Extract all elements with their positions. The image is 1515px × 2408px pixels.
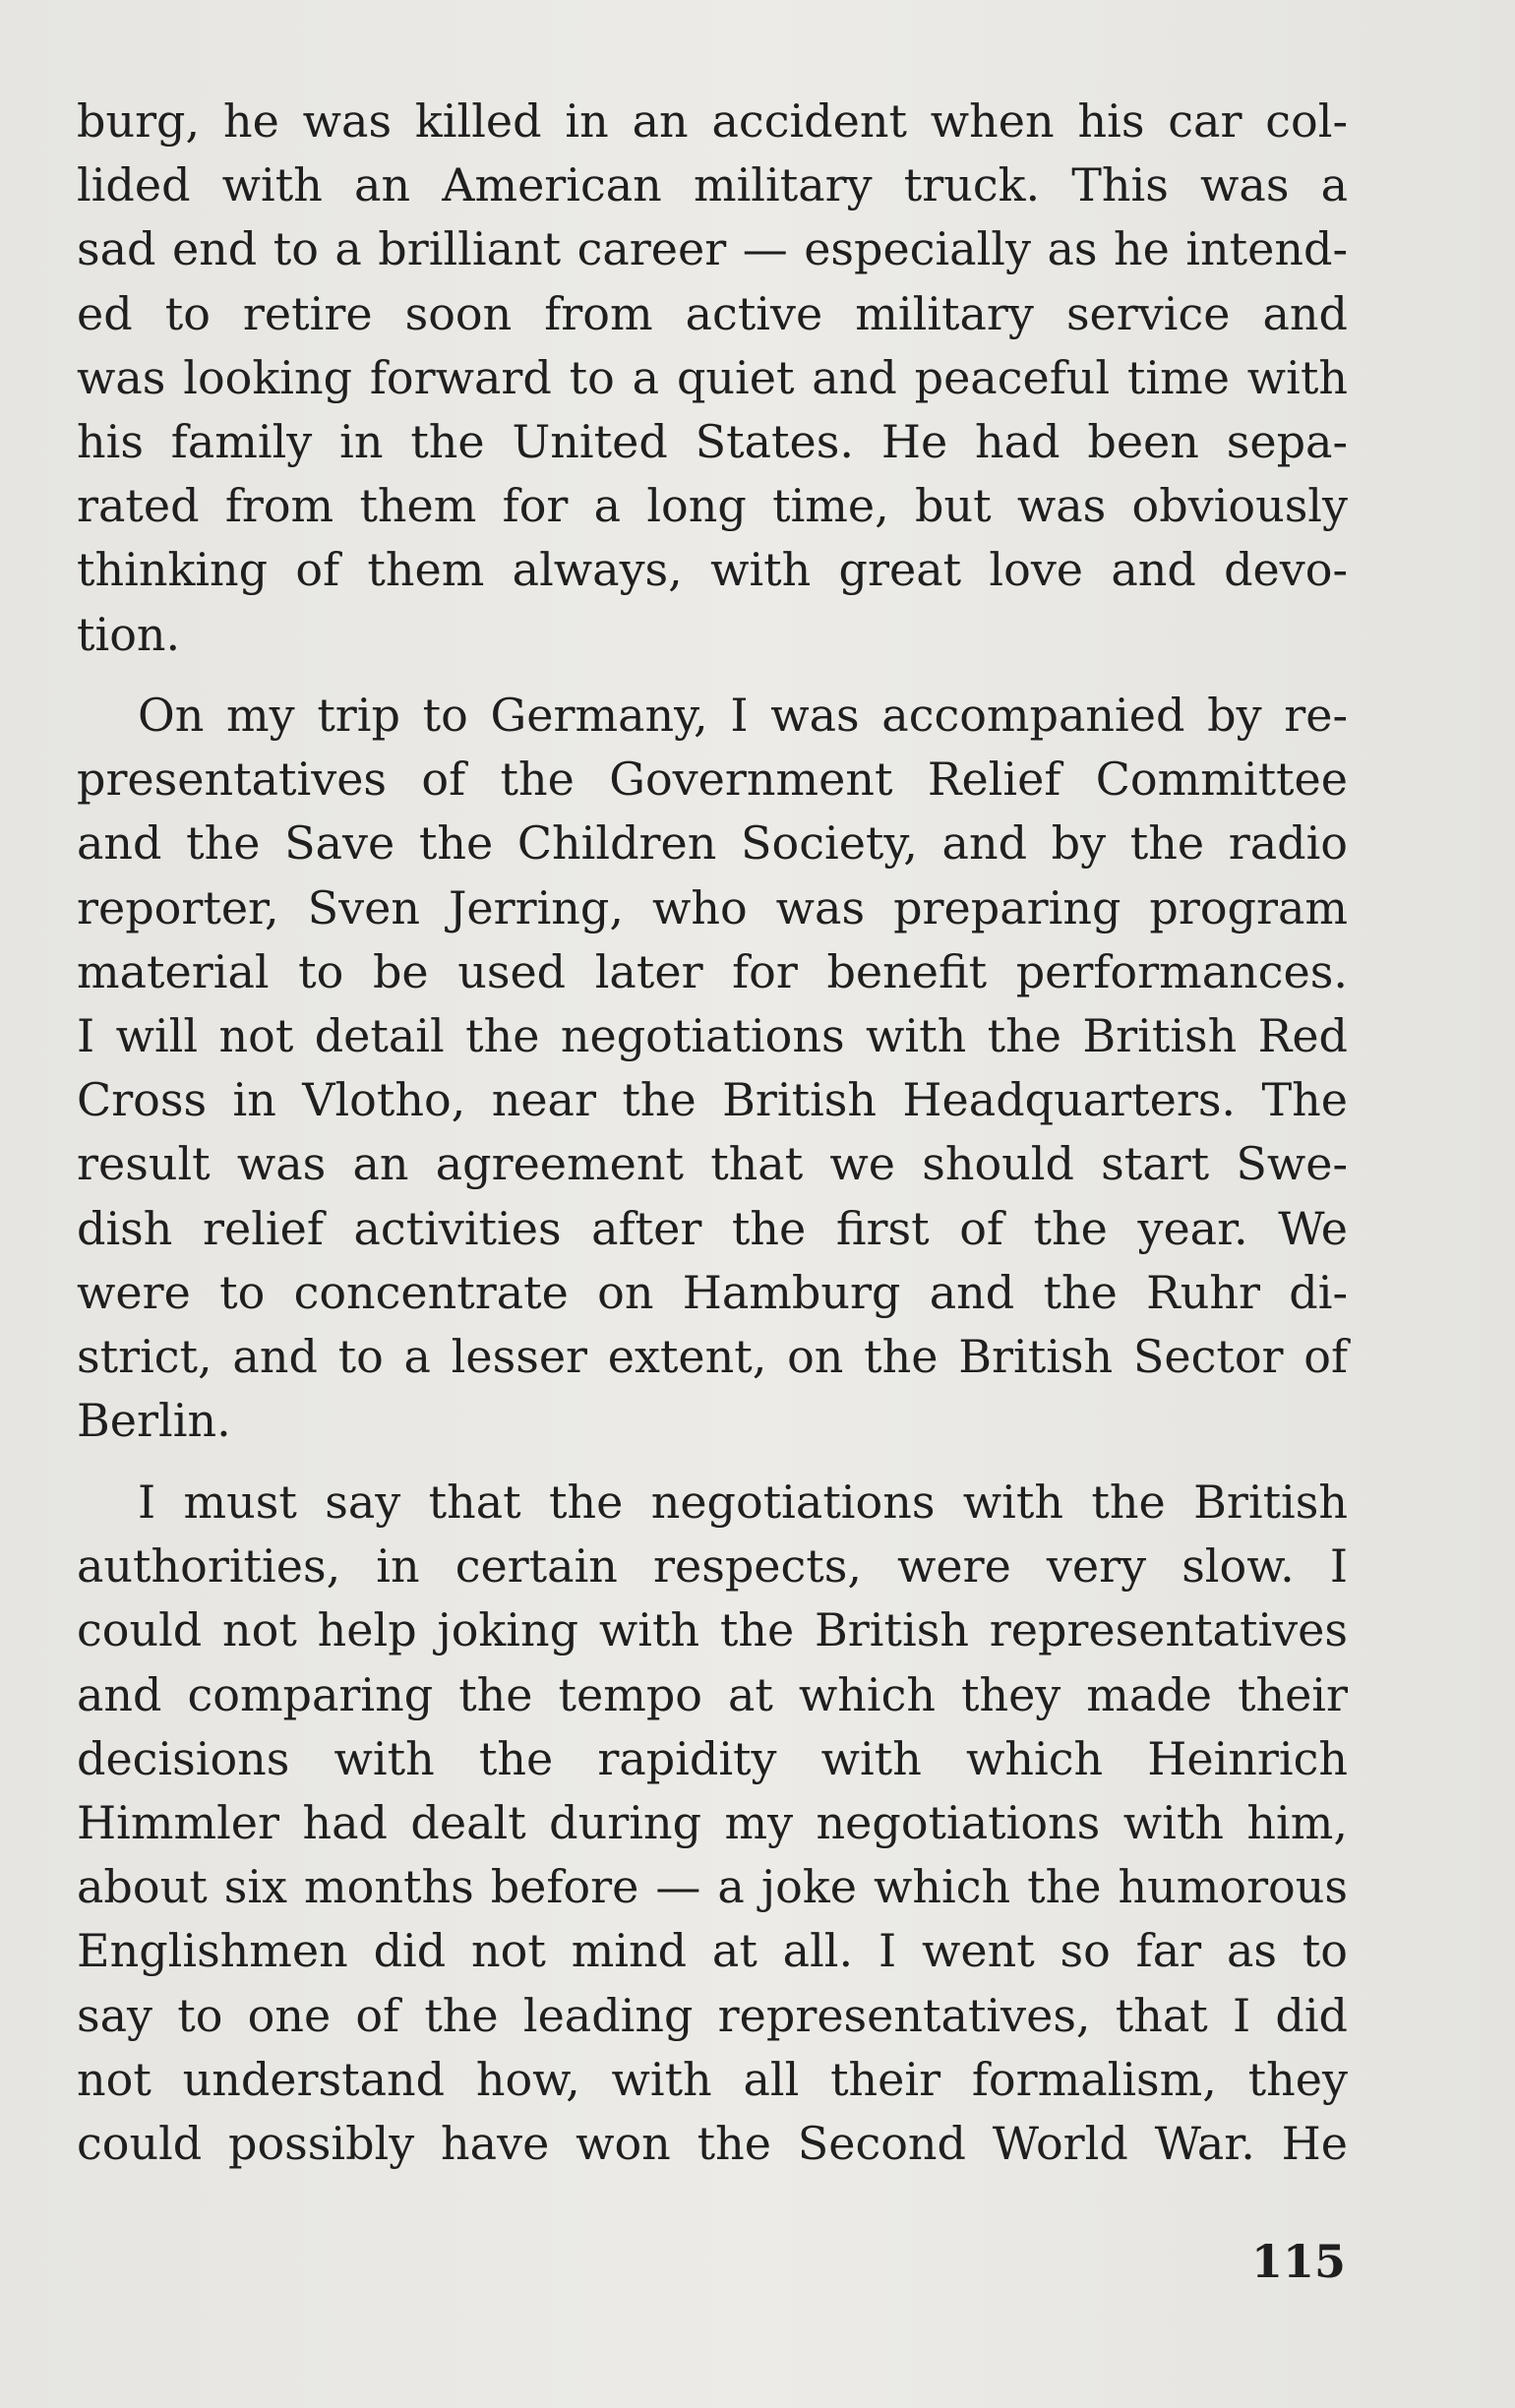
text-line: about six months before — a joke which the humorous — [77, 1860, 1348, 1914]
text-line: could not help joking with the British representatives — [77, 1603, 1348, 1657]
text-line: Englishmen did not mind at all. I went so far as to — [77, 1924, 1348, 1978]
text-line: Berlin. — [77, 1394, 231, 1448]
text-line: his family in the United States. He had been sepa- — [77, 415, 1348, 469]
text-line: I will not detail the negotiations with the British Red — [77, 1009, 1348, 1063]
text-line: tion. — [77, 607, 181, 661]
text-line: Cross in Vlotho, near the British Headquarters. The — [77, 1073, 1348, 1127]
text-line: I must say that the negotiations with the British — [138, 1475, 1348, 1529]
text-line: could possibly have won the Second World War. He — [77, 2117, 1348, 2171]
text-line: was looking forward to a quiet and peaceful time with — [77, 350, 1348, 404]
text-line: burg, he was killed in an accident when his car col- — [77, 94, 1348, 148]
text-line: and the Save the Children Society, and by the radio — [77, 816, 1348, 871]
text-line: material to be used later for benefit performances. — [77, 944, 1348, 998]
text-line: thinking of them always, with great love and devo- — [77, 543, 1348, 597]
text-line: reporter, Sven Jerring, who was preparing program — [77, 880, 1348, 934]
text-line: and comparing the tempo at which they made their — [77, 1667, 1348, 1721]
text-line: ed to retire soon from active military service and — [77, 286, 1348, 340]
page-number: 115 — [1250, 2235, 1346, 2288]
text-line: On my trip to Germany, I was accompanied by re- — [138, 689, 1348, 742]
text-line: result was an agreement that we should start Swe- — [77, 1137, 1348, 1191]
text-line: not understand how, with all their formalism, they — [77, 2052, 1348, 2106]
text-line: lided with an American military truck. This was a — [77, 158, 1348, 212]
text-line: say to one of the leading representatives, that I did — [77, 1988, 1348, 2042]
text-line: strict, and to a lesser extent, on the British Sector of — [77, 1330, 1348, 1384]
text-line: decisions with the rapidity with which Heinrich — [77, 1731, 1348, 1785]
text-line: dish relief activities after the first of the year. We — [77, 1201, 1348, 1255]
paragraph-1 — [77, 90, 1348, 667]
text-line: authorities, in certain respects, were very slow. I — [77, 1539, 1348, 1594]
text-line: Himmler had dealt during my negotiations with him, — [77, 1796, 1348, 1850]
text-line: sad end to a brilliant career — especially as he intend- — [77, 222, 1348, 276]
text-line: presentatives of the Government Relief Committee — [77, 752, 1348, 807]
text-line: were to concentrate on Hamburg and the Ruhr di- — [77, 1265, 1348, 1319]
paragraph-2 — [77, 684, 1348, 1453]
text-line: rated from them for a long time, but was obviously — [77, 479, 1348, 533]
paragraph-3 — [77, 1471, 1348, 2176]
